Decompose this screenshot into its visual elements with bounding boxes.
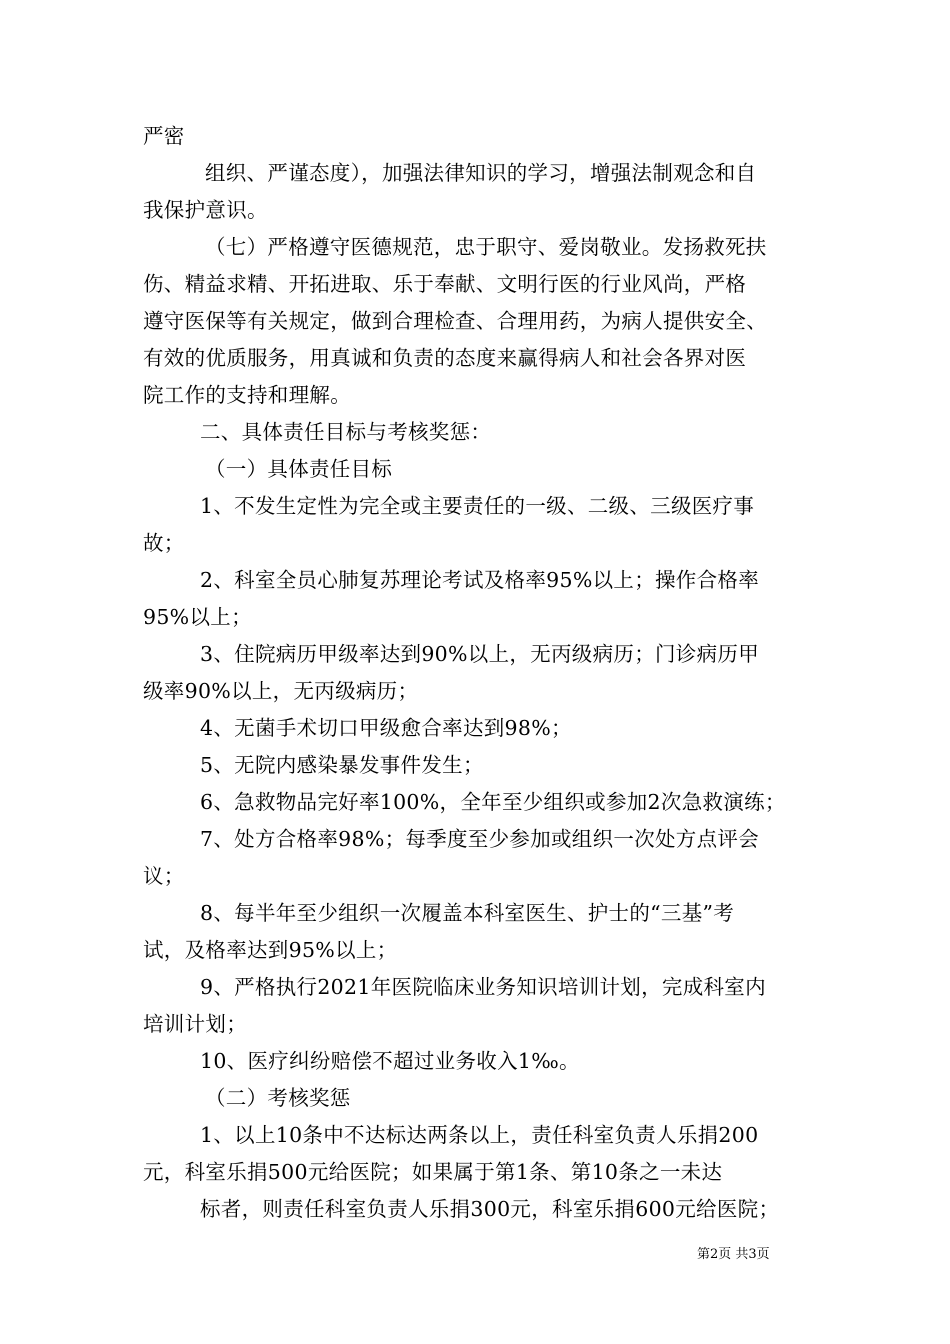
text-line: 8、每半年至少组织一次履盖本科室医生、护士的“三基”考: [200, 901, 735, 925]
text-line: 故；: [143, 531, 185, 555]
text-line: 我保护意识。: [143, 198, 268, 222]
text-line: 级率90%以上，无丙级病历；: [143, 679, 419, 703]
text-line: 有效的优质服务，用真诚和负责的态度来赢得病人和社会各界对医: [143, 346, 747, 370]
text-line: 5、无院内感染暴发事件发生；: [200, 753, 484, 777]
subsection-heading: （二）考核奖惩: [205, 1086, 351, 1110]
text-line: 1、不发生定性为完全或主要责任的一级、二级、三级医疗事: [200, 494, 755, 518]
text-line: 4、无菌手术切口甲级愈合率达到98%；: [200, 716, 572, 740]
text-line: 组织、严谨态度），加强法律知识的学习，增强法制观念和自: [205, 161, 757, 185]
text-line: 3、住院病历甲级率达到90%以上，无丙级病历；门诊病历甲: [200, 642, 760, 666]
text-line: 标者，则责任科室负责人乐捐300元，科室乐捐600元给医院；: [200, 1197, 780, 1221]
text-line: 95%以上；: [143, 605, 252, 629]
text-line: 元，科室乐捐500元给医院；如果属于第1条、第10条之一未达: [143, 1160, 723, 1184]
text-line: 伤、精益求精、开拓进取、乐于奉献、文明行医的行业风尚，严格: [143, 272, 747, 296]
text-line: 议；: [143, 864, 185, 888]
text-line: 遵守医保等有关规定，做到合理检查、合理用药，为病人提供安全、: [143, 309, 767, 333]
text-line: 2、科室全员心肺复苏理论考试及格率95%以上；操作合格率: [200, 568, 760, 592]
text-line: 7、处方合格率98%；每季度至少参加或组织一次处方点评会: [200, 827, 760, 851]
text-line: 10、医疗纠纷赔偿不超过业务收入1‰。: [200, 1049, 580, 1073]
text-line: （七）严格遵守医德规范，忠于职守、爱岗敬业。发扬救死扶: [205, 235, 767, 259]
text-line: 试，及格率达到95%以上；: [143, 938, 398, 962]
text-line: 6、急救物品完好率100%，全年至少组织或参加2次急救演练；: [200, 790, 786, 814]
subsection-heading: （一）具体责任目标: [205, 457, 393, 481]
section-heading: 二、具体责任目标与考核奖惩：: [200, 420, 492, 444]
text-line: 院工作的支持和理解。: [143, 383, 351, 407]
text-line: 9、严格执行2021年医院临床业务知识培训计划，完成科室内: [200, 975, 766, 999]
text-line: 严密: [143, 124, 185, 148]
text-line: 培训计划；: [143, 1012, 247, 1036]
text-line: 1、以上10条中不达标达两条以上，责任科室负责人乐捐200: [200, 1123, 759, 1147]
page-number: 第2页 共3页: [697, 1247, 770, 1262]
